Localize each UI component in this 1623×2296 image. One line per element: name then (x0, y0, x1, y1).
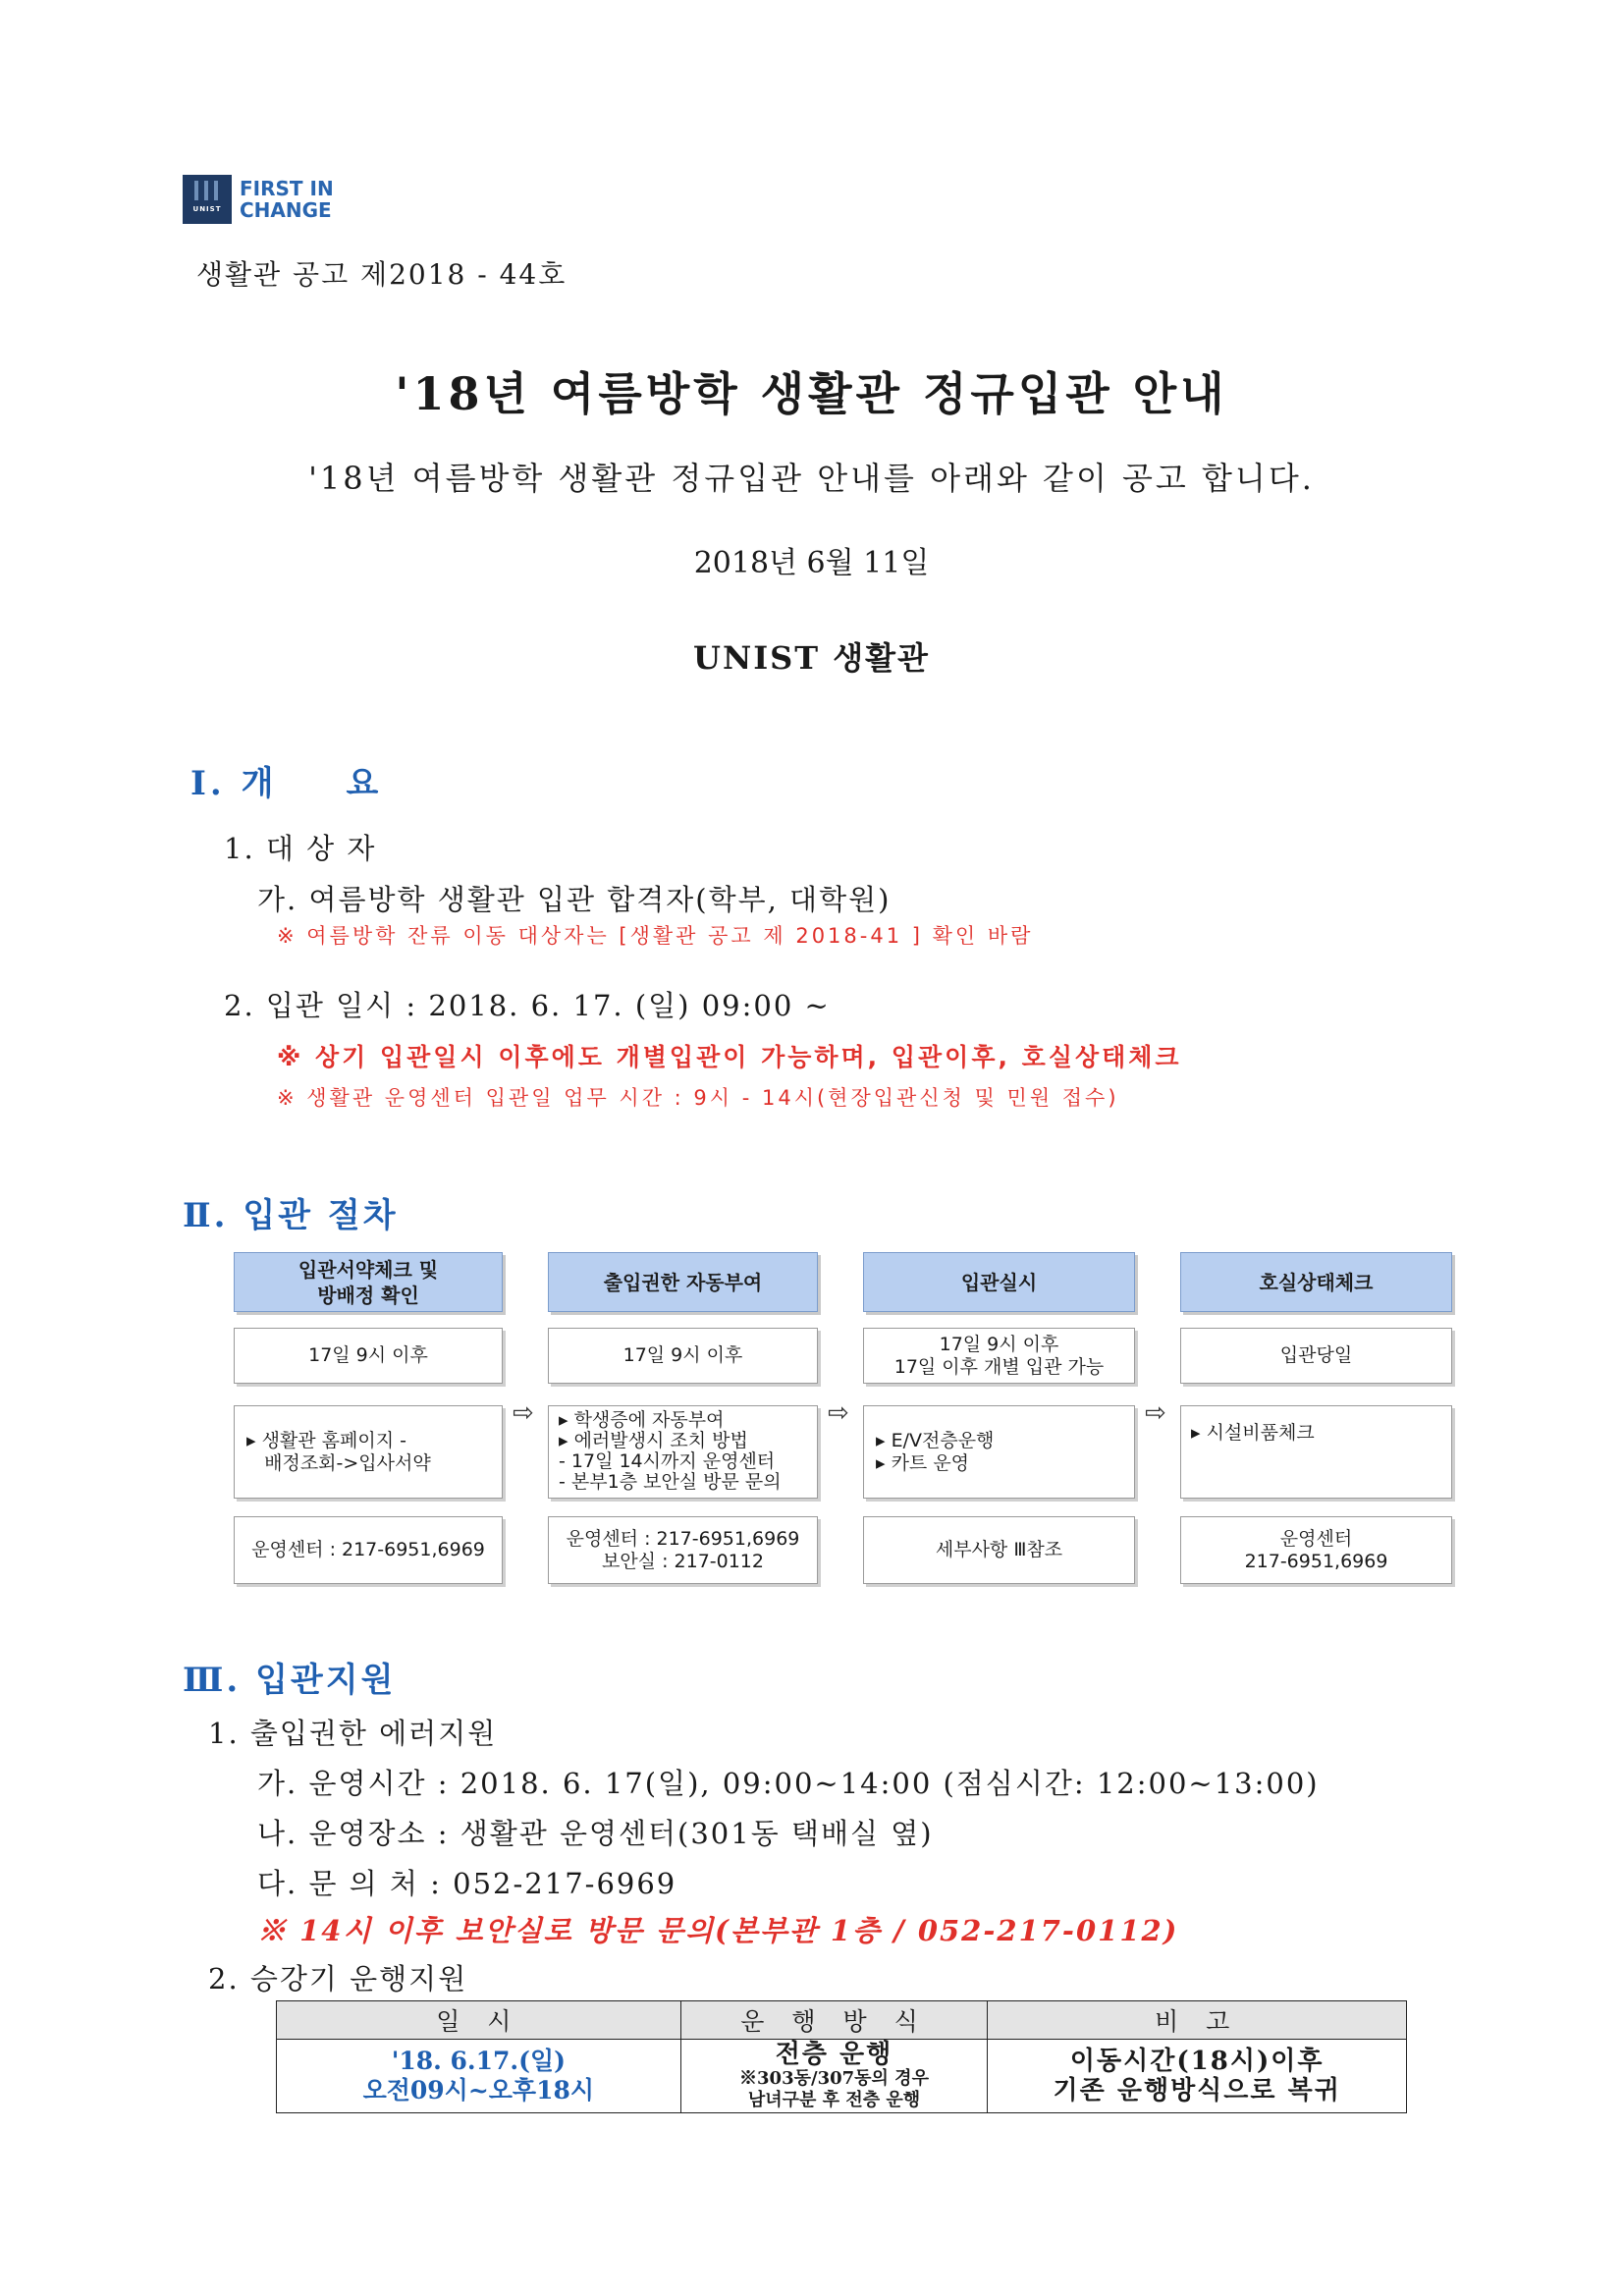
table-header-row (277, 2001, 1407, 2040)
section1-heading-word-a: 개 (241, 764, 278, 803)
section1-item2: 2. 입관 일시 : 2018. 6. 17. (일) 09:00 ~ (224, 989, 831, 1022)
step3-details (863, 1405, 1135, 1499)
section3-item1: 1. 출입권한 에러지원 (208, 1717, 498, 1750)
section1-item1-a: 가. 여름방학 생활관 입관 합격자(학부, 대학원) (257, 883, 892, 916)
logo-wordmark: UNIST (192, 205, 222, 213)
flow-arrow-1: ⇨ (513, 1398, 534, 1428)
mode-note-line2: 남녀구분 후 전층 운행 (747, 2090, 921, 2110)
mode-note-line1: ※303동/307동의 경우 (739, 2068, 929, 2089)
section3-heading: Ⅲ. 입관지원 (183, 1661, 397, 1700)
step3-header-line1: 입관실시 (960, 1270, 1038, 1294)
step2-header-line1: 출입권한 자동부여 (603, 1270, 763, 1294)
unist-logo-mark (183, 175, 232, 224)
step4-contact-line1: 운영센터 (1279, 1527, 1353, 1550)
section1-item1-note: ※ 여름방학 잔류 이동 대상자는 [생활관 공고 제 2018-41 ] 확인 바람 (277, 924, 1034, 948)
document-subtitle: '18년 여름방학 생활관 정규입관 안내를 아래와 같이 공고 합니다. (308, 460, 1315, 497)
step3-time-line2: 17일 이후 개별 입관 가능 (893, 1355, 1105, 1378)
table-header-remark: 비 고 (988, 2001, 1407, 2040)
table-header-mode: 운 행 방 식 (680, 2001, 988, 2040)
step1-detail-line1: ▸ 생활관 홈페이지 - (246, 1429, 406, 1451)
section1-heading (190, 756, 382, 804)
step1-contact-line1: 운영센터 : 217-6951,6969 (251, 1539, 485, 1560)
step1-header-line2: 방배정 확인 (317, 1283, 419, 1307)
step4-header-line1: 호실상태체크 (1259, 1270, 1374, 1294)
step1-time (234, 1328, 503, 1384)
remark-line2: 기존 운행방식으로 복귀 (1053, 2076, 1341, 2105)
section1-heading-word-b: 요 (346, 764, 383, 803)
step2-detail-line4: - 본부1층 보안실 방문 문의 (559, 1471, 782, 1493)
step2-time-line1: 17일 9시 이후 (622, 1344, 743, 1366)
step4-time (1180, 1328, 1452, 1384)
when-line2: 오전09시~오후18시 (362, 2076, 595, 2105)
table-cell-mode (680, 2040, 988, 2113)
issuing-organization: UNIST 생활관 (693, 639, 930, 677)
section1-item2-note1: ※ 상기 입관일시 이후에도 개별입관이 가능하며, 입관이후, 호실상태체크 (277, 1043, 1182, 1071)
step2-contact (548, 1516, 818, 1584)
step1-time-line1: 17일 9시 이후 (308, 1344, 428, 1366)
step4-header (1180, 1252, 1452, 1312)
section3-item1-b: 나. 운영장소 : 생활관 운영센터(301동 택배실 옆) (257, 1817, 934, 1850)
table-header-when: 일 시 (277, 2001, 681, 2040)
step4-time-line1: 입관당일 (1279, 1344, 1353, 1366)
flow-arrow-3: ⇨ (1145, 1398, 1166, 1428)
step1-contact (234, 1516, 503, 1584)
notice-number: 생활관 공고 제2018 - 44호 (196, 258, 568, 291)
step1-header (234, 1252, 503, 1312)
table-cell-when (277, 2040, 681, 2113)
step1-detail-line2: 배정조회->입사서약 (246, 1451, 431, 1474)
step2-contact-line2: 보안실 : 217-0112 (601, 1550, 764, 1572)
flow-arrow-2: ⇨ (828, 1398, 849, 1428)
step1-details (234, 1405, 503, 1499)
mode-main: 전층 운행 (775, 2040, 893, 2069)
step3-time-line1: 17일 9시 이후 (939, 1333, 1059, 1355)
step4-contact (1180, 1516, 1452, 1584)
section3-item1-a: 가. 운영시간 : 2018. 6. 17(일), 09:00~14:00 (점심시간: 12:00~13:00) (257, 1767, 1320, 1800)
section3-item1-note: ※ 14시 이후 보안실로 방문 문의(본부관 1층 / 052-217-0112) (257, 1914, 1179, 1947)
step3-contact-line1: 세부사항 Ⅲ참조 (935, 1539, 1063, 1560)
step3-header (863, 1252, 1135, 1312)
step2-detail-line3: - 17일 14시까지 운영센터 (559, 1450, 776, 1472)
logo-slogan-line1: FIRST IN (240, 177, 334, 200)
section1-item1: 1. 대 상 자 (224, 832, 377, 865)
section3-item1-c: 다. 문 의 처 : 052-217-6969 (257, 1867, 677, 1900)
document-date: 2018년 6월 11일 (693, 546, 930, 580)
logo-slogan-line2: CHANGE (240, 198, 332, 222)
remark-line1: 이동시간(18시)이후 (1069, 2047, 1325, 2076)
step2-detail-line2: ▸ 에러발생시 조치 방법 (559, 1430, 748, 1451)
table-row (277, 2040, 1407, 2113)
step3-detail-line2: ▸ 카트 운영 (876, 1451, 970, 1474)
when-line1: '18. 6.17.(일) (391, 2047, 566, 2075)
logo-slogan (240, 178, 334, 221)
step3-detail-line1: ▸ E/V전층운행 (876, 1429, 995, 1451)
unist-logo (183, 175, 334, 224)
step3-time (863, 1328, 1135, 1384)
table-cell-remark (988, 2040, 1407, 2113)
step2-detail-line1: ▸ 학생증에 자동부여 (559, 1409, 725, 1431)
section3-item2: 2. 승강기 운행지원 (208, 1962, 468, 1995)
step2-time (548, 1328, 818, 1384)
document-title: '18년 여름방학 생활관 정규입관 안내 (395, 367, 1228, 420)
section1-heading-number: Ⅰ. (190, 764, 226, 803)
step2-contact-line1: 운영센터 : 217-6951,6969 (566, 1527, 800, 1550)
section1-item2-note2: ※ 생활관 운영센터 입관일 업무 시간 : 9시 - 14시(현장입관신청 및 민원 접수) (277, 1086, 1119, 1110)
section2-heading: Ⅱ. 입관 절차 (183, 1196, 399, 1235)
elevator-schedule-table (276, 2000, 1407, 2113)
step2-header (548, 1252, 818, 1312)
step4-detail-line1: ▸ 시설비품체크 (1191, 1422, 1315, 1444)
step1-header-line1: 입관서약체크 및 (298, 1257, 439, 1282)
step4-details (1180, 1405, 1452, 1499)
step4-contact-line2: 217-6951,6969 (1244, 1550, 1388, 1572)
step2-details (548, 1405, 818, 1499)
step3-contact (863, 1516, 1135, 1584)
